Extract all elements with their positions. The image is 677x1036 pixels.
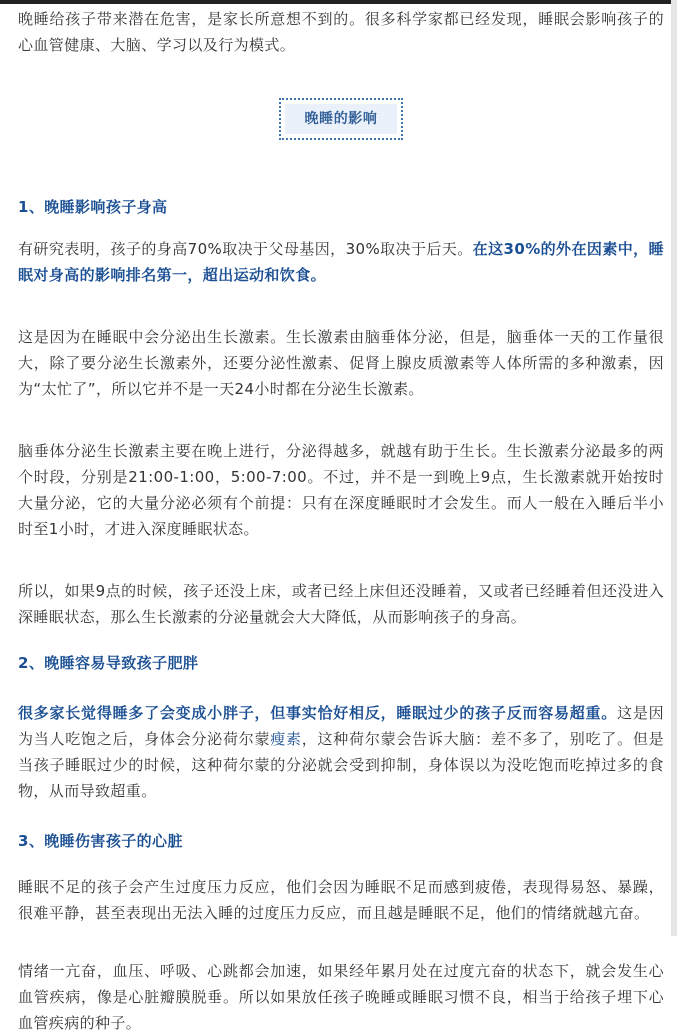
leptin-term: 瘦素 [270,730,302,748]
heart-paragraph-2: 情绪一亢奋，血压、呼吸、心跳都会加速，如果经年累月处在过度亢奋的状态下，就会发生心血管疾病，像是心脏瓣膜脱垂。所以如果放任孩子晚睡或睡眠习惯不良，相当于给孩子埋下心血管疾病的种子。 [18,962,664,1032]
section-heading-obesity: 2、晚睡容易导致孩子肥胖 [18,654,199,672]
section-heading-heart: 3、晚睡伤害孩子的心脏 [18,832,183,850]
height-paragraph-1 [18,236,664,288]
height-paragraph-1-text: 有研究表明，孩子的身高70%取决于父母基因，30%取决于后天。 [18,240,473,258]
article-body [18,6,664,1036]
intro-paragraph: 晚睡给孩子带来潜在危害，是家长所意想不到的。很多科学家都已经发现，睡眠会影响孩子的心血管健康、大脑、学习以及行为模式。 [18,10,664,54]
heart-paragraph-1: 睡眠不足的孩子会产生过度压力反应，他们会因为睡眠不足而感到疲倦，表现得易怒、暴躁，很难平静，甚至表现出无法入睡的过度压力反应，而且越是睡眠不足，他们的情绪就越亢奋。 [18,878,664,922]
height-paragraph-4: 所以，如果9点的时候，孩子还没上床，或者已经上床但还没睡着，又或者已经睡着但还没进入深睡眠状态，那么生长激素的分泌量就会大大降低，从而影响孩子的身高。 [18,582,664,626]
top-border [0,0,677,4]
height-paragraph-1-emphasis: 在这30%的外在因素中，睡眠对身高的影响排名第一，超出运动和饮食。 [18,240,664,284]
section-badge-label: 晚睡的影响 [285,104,397,134]
obesity-paragraph [18,700,664,804]
obesity-paragraph-text-b: ，这种荷尔蒙会告诉大脑：差不多了，别吃了。但是当孩子睡眠过少的时候，这种荷尔蒙的分泌就会受到抑制，身体误以为没吃饱而吃掉过多的食物，从而导致超重。 [18,730,664,800]
height-paragraph-3: 脑垂体分泌生长激素主要在晚上进行，分泌得越多，就越有助于生长。生长激素分泌最多的两个时段，分别是21:00-1:00，5:00-7:00。不过，并不是一到晚上9点，生长激素就开始按时大量分泌，它的大量分泌必须有个前提：只有在深度睡眠时才会发生。而人一般在入睡后半小时至1小时，才进入深度睡眠状态。 [18,442,664,538]
scrollbar-track[interactable] [671,0,677,936]
obesity-paragraph-text-a: 这是因为当人吃饱之后，身体会分泌荷尔蒙 [18,704,664,748]
section-heading-height: 1、晚睡影响孩子身高 [18,198,168,216]
section-badge [279,98,403,140]
obesity-paragraph-emphasis: 很多家长觉得睡多了会变成小胖子，但事实恰好相反，睡眠过少的孩子反而容易超重。 [18,704,618,722]
section-badge-wrapper [18,98,664,140]
height-paragraph-2: 这是因为在睡眠中会分泌出生长激素。生长激素由脑垂体分泌，但是，脑垂体一天的工作量很大，除了要分泌生长激素外，还要分泌性激素、促肾上腺皮质激素等人体所需的多种激素，因为“太忙了”，所以它并不是一天24小时都在分泌生长激素。 [18,328,664,398]
